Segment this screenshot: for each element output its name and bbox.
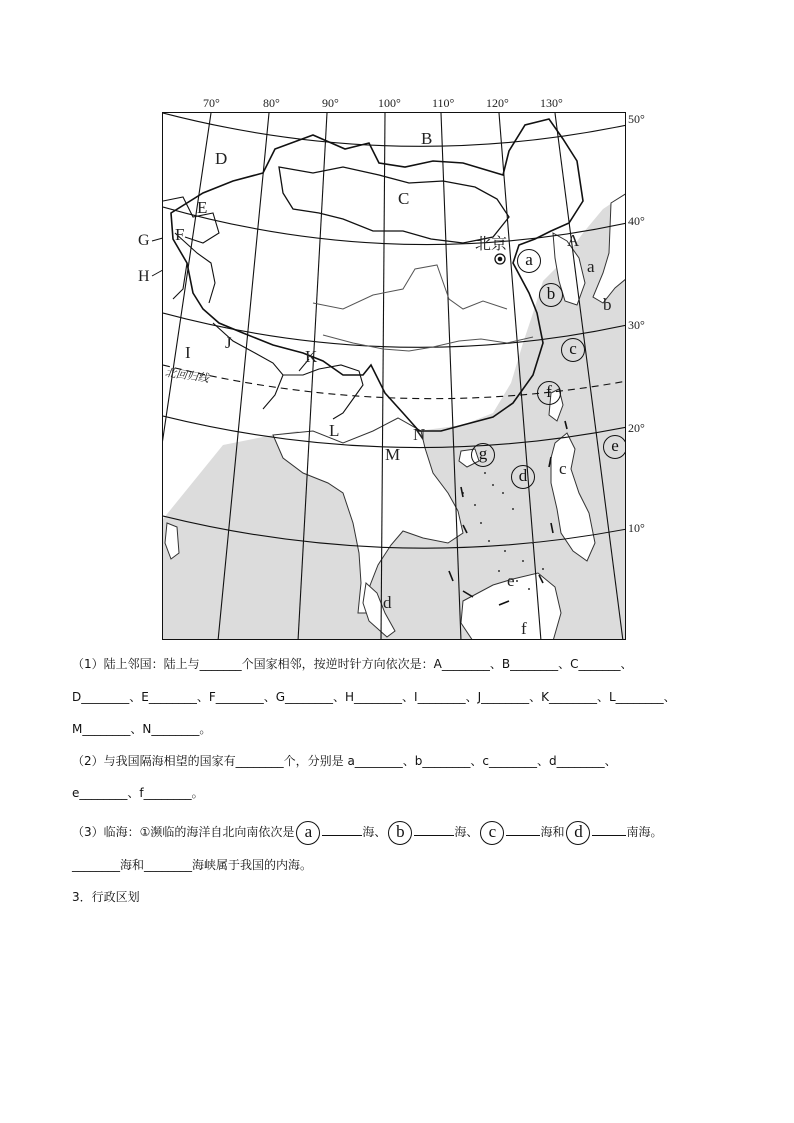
sea-circle-e: e xyxy=(603,435,626,459)
country-label-L: L xyxy=(329,421,340,440)
blank-sea-2[interactable] xyxy=(414,823,454,836)
country-label-H: H xyxy=(138,268,150,285)
question-1-line-3: M________、N________。 xyxy=(72,722,212,736)
question-1-line-1: （1）陆上邻国：陆上与_______个国家相邻，按逆时针方向依次是：A________、B________、C_______、 xyxy=(72,657,633,671)
sea-circle-a: a xyxy=(517,249,541,273)
lon-label-130: 130° xyxy=(540,96,563,110)
country-label-J: J xyxy=(225,333,232,352)
country-label-K: K xyxy=(305,347,318,366)
circle-b: b xyxy=(388,821,412,845)
question-3-prefix: （3）临海：①濒临的海洋自北向南依次是 xyxy=(72,825,295,839)
country-label-I: I xyxy=(185,343,191,362)
sea-circle-g: g xyxy=(471,443,495,467)
question-3-line-2: ________海和________海峡属于我国的内海。 xyxy=(72,858,313,872)
sea-3-suffix: 海和 xyxy=(540,825,565,839)
sea-circle-f: f xyxy=(537,381,561,405)
map-of-china-region xyxy=(162,112,626,640)
sea-circle-b: b xyxy=(539,283,563,307)
sea-end: 南海。 xyxy=(626,825,663,839)
question-2-line-1: （2）与我国隔海相望的国家有________个，分别是 a________、b________、c________、d________、 xyxy=(72,754,617,768)
lat-label-10: 10° xyxy=(628,521,645,535)
lat-label-40: 40° xyxy=(628,214,645,228)
maritime-label-c: c xyxy=(559,459,567,478)
south-asia-borders xyxy=(213,323,363,419)
maritime-label-d: d xyxy=(383,593,392,612)
sea-1-suffix: 海、 xyxy=(362,825,387,839)
tropic-of-cancer-label: 北回归线 xyxy=(164,365,210,385)
question-1-line-2: D________、E________、F________、G________、H________、I________、J________、K________、L________、 xyxy=(72,690,676,704)
yangtze-river xyxy=(323,335,533,351)
country-label-C: C xyxy=(398,189,410,208)
lat-label-50: 50° xyxy=(628,112,645,126)
country-label-B: B xyxy=(421,129,433,148)
lon-label-100: 100° xyxy=(378,96,401,110)
maritime-label-f: f xyxy=(521,619,527,638)
beijing-label: 北京 xyxy=(475,234,508,253)
question-3-line-1 xyxy=(72,820,754,845)
country-label-F: F xyxy=(175,225,185,244)
country-label-D: D xyxy=(215,149,228,168)
maritime-label-e: e xyxy=(507,571,515,590)
maritime-label-a: a xyxy=(587,257,595,276)
circle-a: a xyxy=(296,821,320,845)
lon-label-120: 120° xyxy=(486,96,509,110)
lon-label-80: 80° xyxy=(263,96,280,110)
country-label-A: A xyxy=(567,231,580,250)
lon-label-90: 90° xyxy=(322,96,339,110)
lon-label-110: 110° xyxy=(432,96,455,110)
lat-label-20: 20° xyxy=(628,421,645,435)
sea-circle-d: d xyxy=(511,465,535,489)
maritime-label-b: b xyxy=(603,295,612,314)
sea-2-suffix: 海、 xyxy=(454,825,479,839)
country-label-M: M xyxy=(385,445,401,464)
yellow-river xyxy=(313,265,507,309)
question-2-line-2: e________、f________。 xyxy=(72,786,204,800)
country-label-E: E xyxy=(197,198,208,217)
lat-label-30: 30° xyxy=(628,318,645,332)
blank-sea-1[interactable] xyxy=(322,823,362,836)
country-label-N: N xyxy=(413,425,426,444)
section-3-heading: 3．行政区划 xyxy=(72,890,140,904)
country-label-G: G xyxy=(138,232,150,249)
sea-circle-c: c xyxy=(561,338,585,362)
circle-d: d xyxy=(566,821,590,845)
blank-sea-4[interactable] xyxy=(592,823,626,836)
circle-c: c xyxy=(480,821,504,845)
blank-sea-3[interactable] xyxy=(506,823,540,836)
lon-label-70: 70° xyxy=(203,96,220,110)
